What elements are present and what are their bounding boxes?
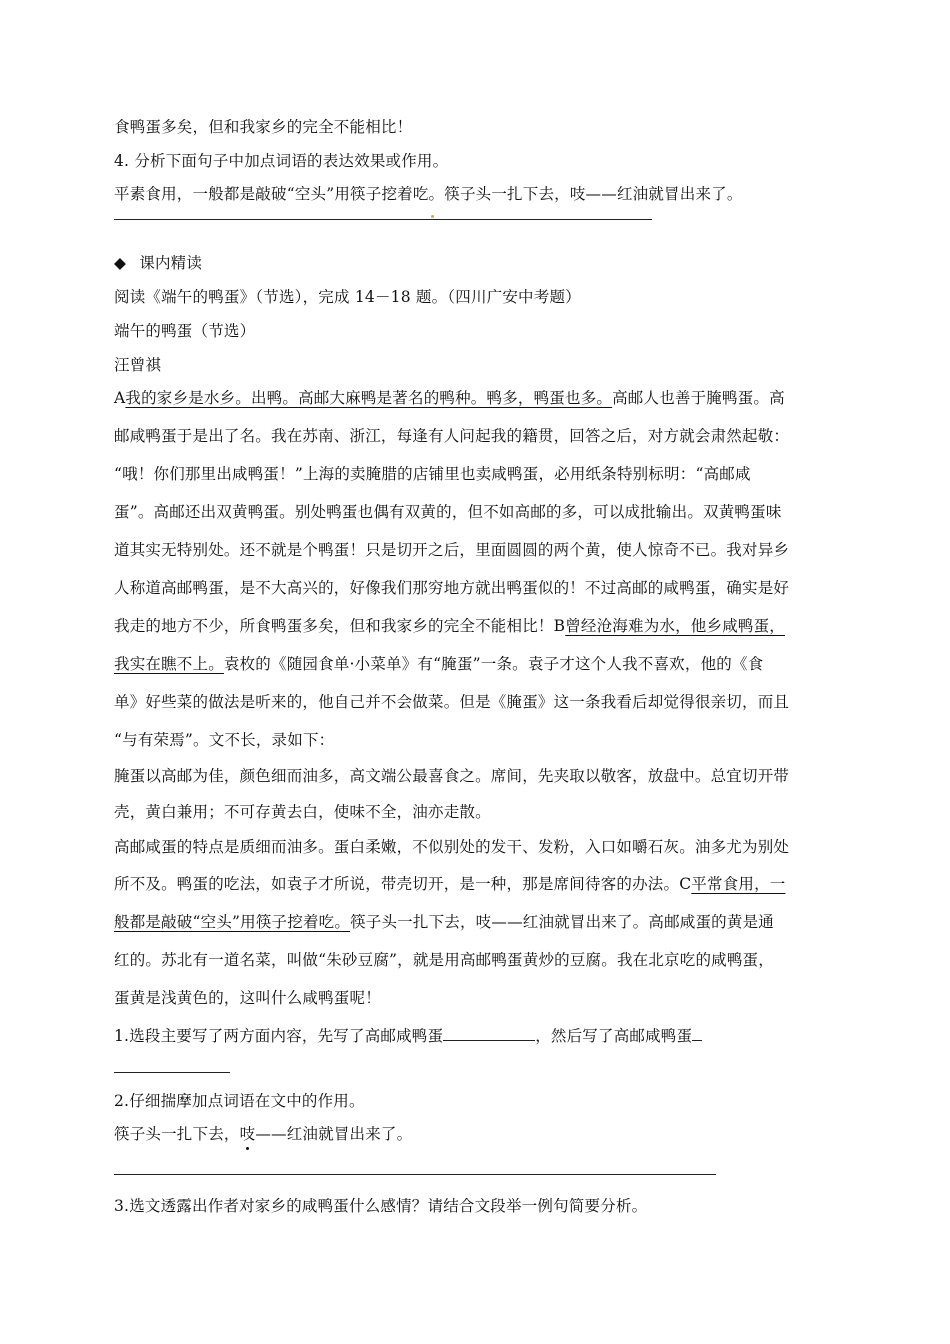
passage-author: 汪曾祺 bbox=[114, 356, 162, 374]
question-4-title: 4. 分析下面句子中加点词语的表达效果或作用。 bbox=[114, 152, 449, 170]
passage-line: 壳，黄白兼用；不可存黄去白，使味不全，油亦走散。 bbox=[114, 803, 491, 821]
text-span: 我走的地方不少，所食鸭蛋多矣，但和我家乡的完全不能相比！ bbox=[114, 617, 554, 635]
answer-blank[interactable] bbox=[692, 1026, 702, 1041]
text-line: 食鸭蛋多矣，但和我家乡的完全不能相比！ bbox=[114, 118, 413, 136]
dotted-word: 吱 bbox=[239, 1125, 256, 1143]
passage-line bbox=[114, 873, 785, 895]
answer-line[interactable] bbox=[114, 1174, 716, 1175]
passage-line: “哦！你们那里出咸鸭蛋！”上海的卖腌腊的店铺里也卖咸鸭蛋，必用纸条特别标明：“高邮咸 bbox=[114, 465, 751, 483]
passage-line bbox=[114, 615, 785, 637]
text-span: 所不及。鸭蛋的吃法，如袁子才所说，带壳切开，是一种，那是席间待客的办法。 bbox=[114, 875, 680, 893]
passage-title: 端午的鸭蛋（节选） bbox=[114, 322, 256, 340]
underlined-sentence-a: 我的家乡是水乡。出鸭。高邮大麻鸭是著名的鸭种。鸭多，鸭蛋也多。 bbox=[125, 389, 613, 407]
text-span: ，然后写了高邮咸鸭蛋 bbox=[535, 1027, 693, 1045]
section-title: 课内精读 bbox=[139, 254, 203, 272]
section-heading bbox=[114, 252, 202, 274]
question-2-sentence bbox=[114, 1123, 412, 1145]
passage-line bbox=[114, 653, 763, 675]
underlined-sentence-c-end: 般都是敲破“空头”用筷子挖着吃。 bbox=[114, 913, 351, 931]
underlined-sentence-b: 曾经沧海难为水，他乡咸鸭蛋， bbox=[565, 617, 786, 635]
decorative-dot bbox=[431, 215, 434, 218]
passage-line: 腌蛋以高邮为佳，颜色细而油多，高文端公最喜食之。席间，先夹取以敬客，放盘中。总宜切开带 bbox=[114, 767, 790, 785]
sentence-label: A bbox=[114, 389, 126, 407]
question-1 bbox=[114, 1025, 702, 1047]
answer-line bbox=[114, 219, 652, 220]
question-2-title: 2.仔细揣摩加点词语在文中的作用。 bbox=[114, 1092, 365, 1110]
reading-instruction: 阅读《端午的鸭蛋》（节选），完成 14－18 题。（四川广安中考题） bbox=[114, 288, 581, 306]
underlined-sentence-c: 平常食用，一 bbox=[691, 875, 786, 893]
text-span: 高邮人也善于腌鸭蛋。高 bbox=[612, 389, 785, 407]
question-3-title: 3.选文透露出作者对家乡的咸鸭蛋什么感情？请结合文段举一例句简要分析。 bbox=[114, 1197, 648, 1215]
passage-line: 高邮咸蛋的特点是质细而油多。蛋白柔嫩，不似别处的发干、发粉，入口如嚼石灰。油多尤为别处 bbox=[114, 838, 790, 856]
answer-blank[interactable] bbox=[443, 1026, 535, 1041]
passage-line: 红的。苏北有一道名菜，叫做“朱砂豆腐”，就是用高邮鸭蛋黄炒的豆腐。我在北京吃的咸鸭蛋， bbox=[114, 951, 774, 969]
passage-line bbox=[114, 911, 774, 933]
passage-line: 单》好些菜的做法是听来的，他自己并不会做菜。但是《腌蛋》这一条我看后却觉得很亲切，而且 bbox=[114, 693, 790, 711]
text-span: 筷子头一扎下去，吱——红油就冒出来了。高邮咸蛋的黄是通 bbox=[350, 913, 774, 931]
text-span: ——红油就冒出来了。 bbox=[255, 1125, 413, 1143]
passage-line: 人称道高邮鸭蛋，是不大高兴的，好像我们那穷地方就出鸭蛋似的！不过高邮的咸鸭蛋，确实是好 bbox=[114, 579, 790, 597]
passage-line bbox=[114, 387, 785, 409]
answer-line[interactable] bbox=[114, 1072, 230, 1073]
sentence-label: B bbox=[553, 617, 566, 635]
sentence-label: C bbox=[679, 875, 692, 893]
text-span: 筷子头一扎下去， bbox=[114, 1125, 240, 1143]
passage-line: 蛋”。高邮还出双黄鸭蛋。别处鸭蛋也偶有双黄的，但不如高邮的多，可以成批输出。双黄鸭蛋味 bbox=[114, 503, 782, 521]
question-4-sentence: 平素食用，一般都是敲破“空头”用筷子挖着吃。筷子头一扎下去，吱——红油就冒出来了。 bbox=[114, 185, 743, 203]
passage-line: 蛋黄是浅黄色的，这叫什么咸鸭蛋呢！ bbox=[114, 989, 381, 1007]
text-span: 1.选段主要写了两方面内容，先写了高邮咸鸭蛋 bbox=[114, 1027, 444, 1045]
passage-line: 邮咸鸭蛋于是出了名。我在苏南、浙江，每逢有人问起我的籍贯，回答之后，对方就会肃然起敬： bbox=[114, 427, 790, 445]
underlined-sentence-b-end: 我实在瞧不上。 bbox=[114, 655, 224, 673]
passage-line: 道其实无特别处。还不就是个鸭蛋！只是切开之后，里面圆圆的两个黄，使人惊奇不已。我对异乡 bbox=[114, 541, 790, 559]
passage-line: “与有荣焉”。文不长，录如下： bbox=[114, 731, 335, 749]
text-span: 袁枚的《随园食单·小菜单》有“腌蛋”一条。袁子才这个人我不喜欢，他的《食 bbox=[223, 655, 764, 673]
diamond-bullet-icon: ◆ bbox=[114, 254, 127, 272]
